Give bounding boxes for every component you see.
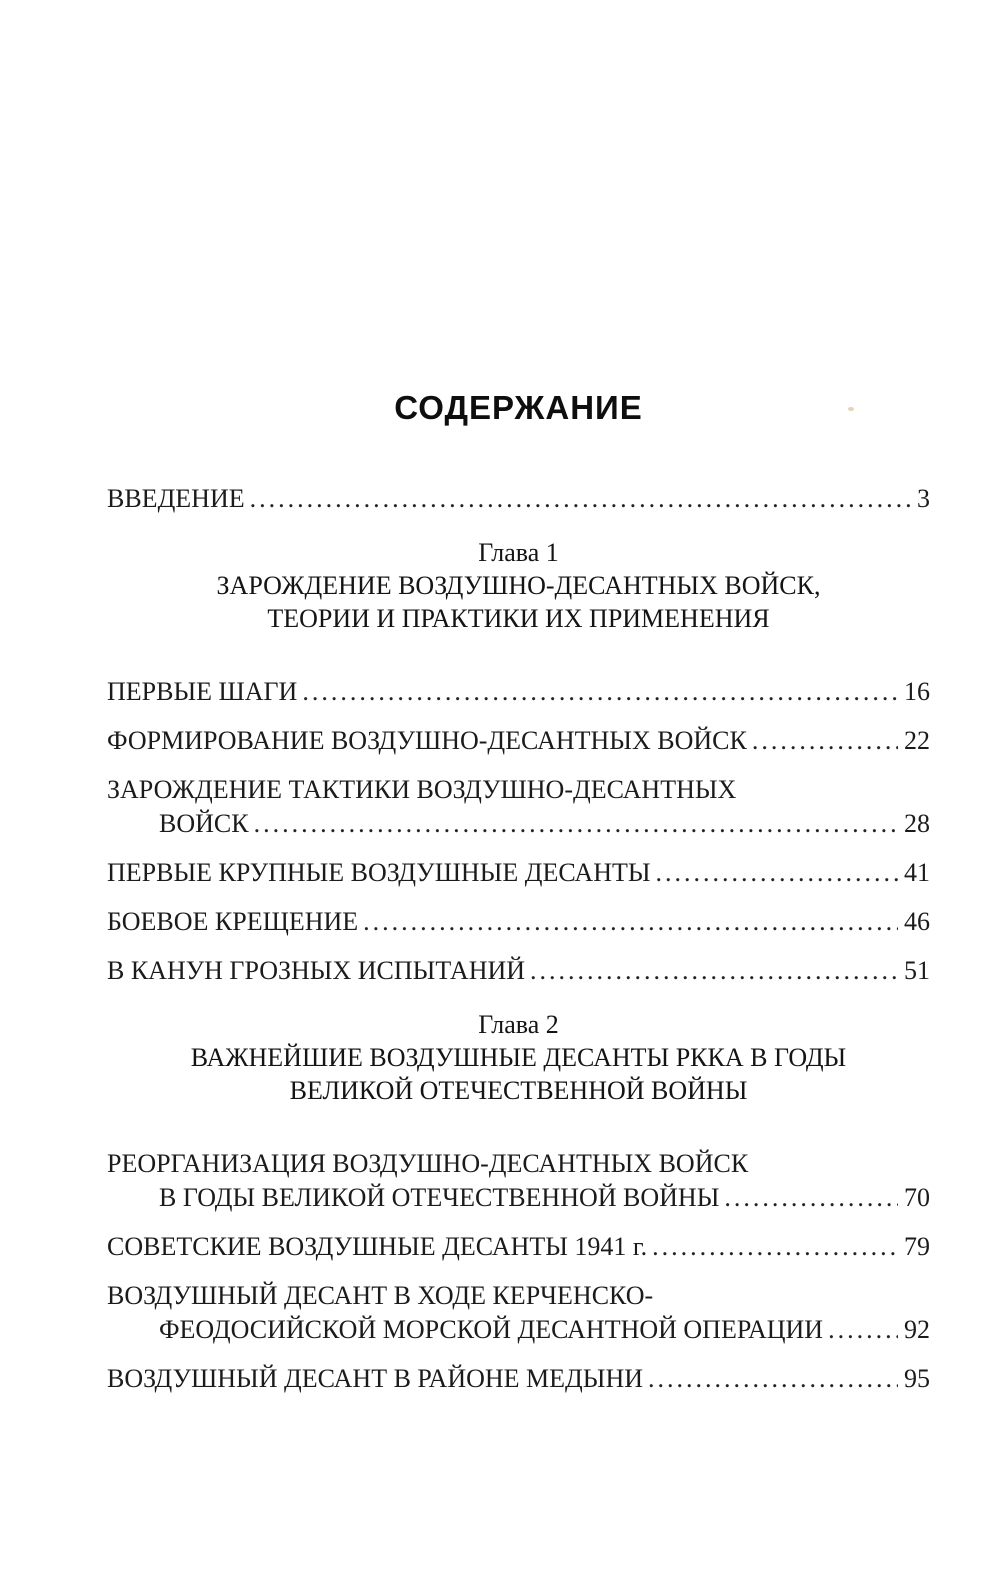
dot-leader xyxy=(254,807,898,841)
page-number: 16 xyxy=(904,677,930,706)
toc-entry-title: ВВЕДЕНИЕ xyxy=(107,484,245,513)
toc-entry-title: ПЕРВЫЕ КРУПНЫЕ ВОЗДУШНЫЕ ДЕСАНТЫ xyxy=(107,858,651,887)
page-number: 70 xyxy=(904,1183,930,1212)
toc-entry-title: ЗАРОЖДЕНИЕ ТАКТИКИ ВОЗДУШНО-ДЕСАНТНЫХ xyxy=(107,775,737,804)
chapter-title-line: ВЕЛИКОЙ ОТЕЧЕСТВЕННОЙ ВОЙНЫ xyxy=(289,1076,748,1105)
toc-entry xyxy=(107,1279,930,1347)
page-number: 92 xyxy=(904,1315,930,1344)
toc-entry-title-continuation: ФЕОДОСИЙСКОЙ МОРСКОЙ ДЕСАНТНОЙ ОПЕРАЦИИ xyxy=(159,1315,824,1344)
page-number: 3 xyxy=(917,484,930,513)
toc-entry-title: ВОЗДУШНЫЙ ДЕСАНТ В ХОДЕ КЕРЧЕНСКО- xyxy=(107,1281,654,1310)
page-number: 28 xyxy=(904,809,930,838)
toc-entry xyxy=(107,905,930,939)
toc-entry-title-continuation: В ГОДЫ ВЕЛИКОЙ ОТЕЧЕСТВЕННОЙ ВОЙНЫ xyxy=(159,1183,720,1212)
toc-entry-title: ПЕРВЫЕ ШАГИ xyxy=(107,677,298,706)
chapter-title-line: ВАЖНЕЙШИЕ ВОЗДУШНЫЕ ДЕСАНТЫ РККА В ГОДЫ xyxy=(190,1043,847,1072)
page-number: 22 xyxy=(904,726,930,755)
chapter-heading-2 xyxy=(107,1008,930,1107)
dot-leader xyxy=(530,954,898,988)
toc-entry-title: БОЕВОЕ КРЕЩЕНИЕ xyxy=(107,907,359,936)
dot-leader xyxy=(652,1230,898,1264)
toc-entry-title-continuation: ВОЙСК xyxy=(159,809,249,838)
page-number: 51 xyxy=(904,956,930,985)
toc-entry-title: ВОЗДУШНЫЙ ДЕСАНТ В РАЙОНЕ МЕДЫНИ xyxy=(107,1364,643,1393)
dot-leader xyxy=(752,724,898,758)
toc-entry xyxy=(107,675,930,709)
chapter-label: Глава 2 xyxy=(478,1010,559,1039)
toc-entry-title: РЕОРГАНИЗАЦИЯ ВОЗДУШНО-ДЕСАНТНЫХ ВОЙСК xyxy=(107,1149,749,1178)
dot-leader xyxy=(250,482,911,516)
chapter-title-line: ЗАРОЖДЕНИЕ ВОЗДУШНО-ДЕСАНТНЫХ ВОЙСК, xyxy=(216,571,821,600)
page-number: 79 xyxy=(904,1232,930,1261)
page-title: СОДЕРЖАНИЕ xyxy=(394,389,643,426)
toc-entry xyxy=(107,1362,930,1396)
dot-leader xyxy=(363,905,898,939)
page-number: 46 xyxy=(904,907,930,936)
toc-entry-introduction xyxy=(107,482,930,516)
dot-leader xyxy=(648,1362,898,1396)
toc-entry-title: В КАНУН ГРОЗНЫХ ИСПЫТАНИЙ xyxy=(107,956,526,985)
chapter-title-line: ТЕОРИИ И ПРАКТИКИ ИХ ПРИМЕНЕНИЯ xyxy=(267,604,770,633)
toc-entry xyxy=(107,724,930,758)
page-number: 95 xyxy=(904,1364,930,1393)
toc-entry xyxy=(107,773,930,841)
dot-leader xyxy=(724,1181,898,1215)
toc-entry xyxy=(107,1230,930,1264)
scan-speck xyxy=(848,407,854,411)
chapter-label: Глава 1 xyxy=(478,538,559,567)
dot-leader xyxy=(828,1313,898,1347)
page-number: 41 xyxy=(904,858,930,887)
toc-entry-title: ФОРМИРОВАНИЕ ВОЗДУШНО-ДЕСАНТНЫХ ВОЙСК xyxy=(107,726,747,755)
dot-leader xyxy=(302,675,898,709)
chapter-heading-1 xyxy=(107,536,930,635)
toc-entry xyxy=(107,954,930,988)
toc-entry-title: СОВЕТСКИЕ ВОЗДУШНЫЕ ДЕСАНТЫ 1941 г. xyxy=(107,1232,648,1261)
toc-entry xyxy=(107,1147,930,1215)
toc-entry xyxy=(107,856,930,890)
dot-leader xyxy=(656,856,898,890)
